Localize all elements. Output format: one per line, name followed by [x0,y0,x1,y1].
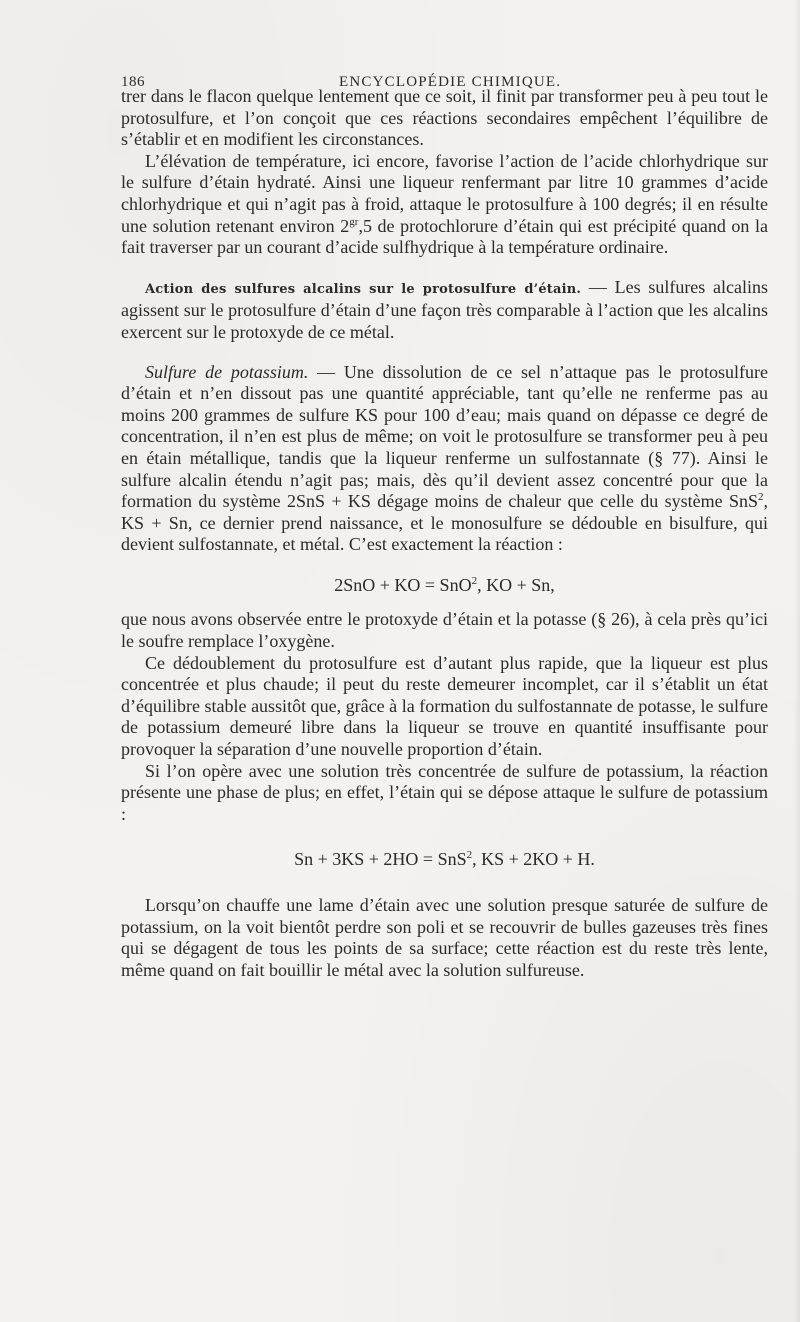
paragraph-concentrated-solution: Si l’on opère avec une solution très concentrée de sulfure de potassium, la réaction présente une phase de plus; en effet, l’étain qui se dépose attaque le sulfure de potassium : [121,760,768,824]
running-head: ENCYCLOPÉDIE CHIMIQUE. [339,74,562,90]
formula-2-right: , KS + 2KO + H. [472,849,595,870]
paragraph-temperature-text: L’élévation de température, ici encore, favorise l’action de l’acide chlorhydrique sur le sulfure d’étain hydraté. Ainsi une liqueur renfermant par litre 10 grammes d’acide chlorhydrique et qui n’agit pas à froid, attaque le protosulfure à 100 degrés; il en résulte une solution retenant environ 2 [121,150,768,236]
paragraph-tin-plate: Lorsqu’on chauffe une lame d’étain avec une solution presque saturée de sulfure de potassium, on la voit bientôt perdre son poli et se recouvrir de bulles gazeuses très fines qui se dégagent de tous les points de sa surface; cette réaction est du reste très lente, même quand on fait bouillir le métal avec la solution sulfureuse. [121,895,768,980]
paragraph-temperature [121,151,768,259]
formula-2-left: Sn + 3KS + 2HO = SnS [294,849,467,870]
section-title-alkaline-sulfides: Action des sulfures alcalins sur le protosulfure d’étain. [145,281,582,297]
formula-1-right: , KO + Sn, [477,574,555,595]
paragraph-potassium-sulfide-text: — Une dissolution de ce sel n’attaque pas le protosulfure d’étain et n’en dissout pas une quantité appréciable, tant qu’elle ne renferme pas au moins 200 grammes de sulfure KS pour 100 d’eau; mais quand on dépasse ce degré de concentration, il n’en est plus de même; on voit le protosulfure se transformer peu à peu en étain métallique, tandis que la liqueur renferme un sulfostannate (§ 77). Ainsi le sulfure alcalin étendu n’agit pas; mais, dès qu’il devient assez concentré pour que la formation du système 2SnS + KS dégage moins de chaleur que celle du système SnS [121,361,768,512]
subsection-title-potassium-sulfide: Sulfure de potassium. [145,361,309,382]
formula-1-superscript: 2 [471,574,478,587]
page-edge-shadow [794,0,800,1322]
paragraph-potassium-sulfide-end: , KS + Sn, ce dernier prend naissance, et le monosulfure se dédouble en bisulfure, qui devient sulfostannate, et métal. C’est exactement la réaction : [121,491,768,555]
unit-superscript: gr [349,215,359,228]
paragraph-continuation: trer dans le flacon quelque lentement que ce soit, il finit par transformer peu à peu tout le protosulfure, et l’on conçoit que ces réactions secondaires empêchent l’équilibre de s’établir et en modifient les circonstances. [121,86,768,150]
paragraph-decomposition: Ce dédoublement du protosulfure est d’autant plus rapide, que la liqueur est plus concentrée et plus chaude; il peut du reste demeurer incomplet, car il s’établit un état d’équilibre stable aussitôt que, grâce à la formation du sulfostannate de potasse, le sulfure de potassium demeuré libre dans la liqueur se trouve en quantité insuffisante pour provoquer la séparation d’une nouvelle proportion d’étain. [121,652,768,760]
paragraph-alkaline-sulfides [121,277,768,344]
formula-2-superscript: 2 [466,849,473,862]
page-number: 186 [121,74,145,90]
paragraph-potassium-sulfide [121,362,768,556]
body-text [121,86,768,981]
formula-superscript: 2 [758,491,764,504]
paragraph-alkaline-sulfides-text: — Les sulfures alcalins agissent sur le protosulfure d’étain d’une façon très comparable à l’action que les alcalins exercent sur le protoxyde de ce métal. [121,276,769,342]
formula-1-left: 2SnO + KO = SnO [334,574,472,595]
paragraph-oxide-comparison: que nous avons observée entre le protoxyde d’étain et la potasse (§ 26), à cela près qu’ici le soufre remplace l’oxygène. [121,609,768,652]
reaction-formula-1 [121,575,768,597]
reaction-formula-2 [121,849,768,871]
paragraph-temperature-end: ,5 de protochlorure d’étain qui est précipité quand on la fait traverser par un courant d’acide sulfhydrique à la température ordinaire. [121,215,768,258]
